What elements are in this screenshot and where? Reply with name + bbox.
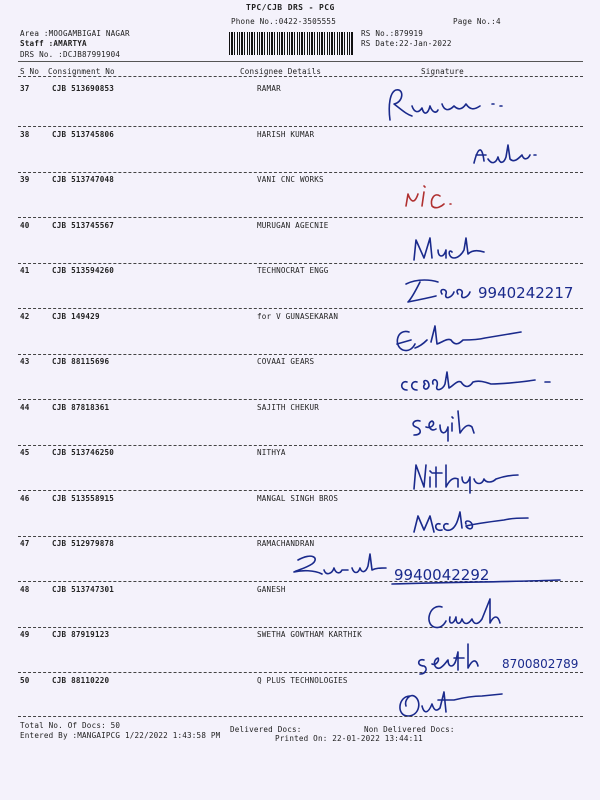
signature-46 — [408, 502, 538, 540]
row-consignee: SAJITH CHEKUR — [257, 402, 320, 412]
document-title: TPC/CJB DRS - PCG — [246, 3, 335, 12]
row-sno: 49 — [20, 630, 30, 639]
row-consignee: VANI CNC WORKS — [257, 175, 324, 184]
row-sno: 37 — [20, 84, 30, 93]
row-sno: 48 — [20, 584, 30, 594]
row-divider — [18, 308, 583, 309]
total-docs: Total No. Of Docs: 50 — [20, 721, 121, 730]
barcode — [229, 32, 353, 55]
handwritten-phone-49: 8700802789 — [502, 657, 579, 671]
rs-date: RS Date:22-Jan-2022 — [361, 39, 452, 48]
signature-48 — [420, 595, 520, 637]
row-consignee: COVAAI GEARS — [257, 357, 315, 366]
rs-number: RS No.:879919 — [361, 29, 424, 38]
row-consignment: CJB 87919123 — [52, 630, 110, 639]
row-consignment: CJB 149429 — [52, 311, 100, 321]
row-consignment: CJB 513558915 — [52, 493, 115, 503]
row-consignee: Q PLUS TECHNOLOGIES — [257, 675, 348, 685]
row-consignee: TECHNOCRAT ENGG — [257, 266, 329, 275]
signature-41 — [398, 272, 600, 308]
row-consignment: CJB 87818361 — [52, 402, 110, 412]
signature-45 — [406, 457, 526, 497]
row-consignee: GANESH — [257, 584, 286, 594]
row-sno: 45 — [20, 448, 30, 457]
signature-49 — [410, 638, 600, 680]
signature-38 — [468, 137, 558, 177]
header-divider — [18, 61, 583, 62]
col-consignment: Consignment No — [48, 67, 115, 76]
row-consignment: CJB 512979878 — [52, 539, 115, 548]
phone-number: Phone No.:0422-3505555 — [231, 17, 336, 26]
signature-42 — [385, 318, 535, 362]
col-consignee: Consignee Details — [240, 67, 322, 76]
delivered-docs: Delivered Docs: — [230, 725, 302, 734]
row-sno: 41 — [20, 266, 30, 275]
page-number: Page No.:4 — [453, 17, 501, 26]
non-delivered-docs: Non Delivered Docs: — [364, 725, 455, 734]
row-consignment: CJB 513690853 — [52, 84, 115, 93]
signature-40 — [408, 230, 498, 270]
row-consignment: CJB 513747301 — [52, 584, 115, 594]
signature-44 — [402, 405, 502, 447]
row-sno: 47 — [20, 539, 30, 548]
row-consignment: CJB 513747048 — [52, 175, 115, 184]
row-consignee: for V GUNASEKARAN — [257, 311, 339, 321]
row-consignee: RAMAR — [257, 84, 281, 93]
row-consignee: HARISH KUMAR — [257, 129, 315, 139]
row-consignment: CJB 513745567 — [52, 220, 115, 230]
signature-43 — [395, 362, 565, 398]
row-sno: 42 — [20, 311, 30, 321]
entered-by: Entered By :MANGAIPCG 1/22/2022 1:43:58 PM — [20, 731, 221, 740]
row-sno: 44 — [20, 402, 30, 412]
row-sno: 50 — [20, 675, 30, 685]
signature-47 — [290, 548, 590, 588]
row-sno: 43 — [20, 357, 30, 366]
row-sno: 39 — [20, 175, 30, 184]
row-sno: 38 — [20, 129, 30, 139]
row-consignment: CJB 513746250 — [52, 448, 115, 457]
drs-number: DRS No. :DCJB87991904 — [20, 50, 121, 59]
footer-divider — [18, 716, 583, 717]
column-divider — [18, 76, 583, 77]
printed-on: Printed On: 22-01-2022 13:44:11 — [275, 734, 423, 743]
col-sno: S No — [20, 67, 40, 76]
row-consignee: SWETHA GOWTHAM KARTHIK — [257, 630, 362, 639]
signature-39 — [398, 182, 478, 216]
row-consignment: CJB 513594260 — [52, 266, 115, 275]
row-consignment: CJB 513745806 — [52, 129, 115, 139]
row-divider — [18, 263, 583, 264]
handwritten-phone-41: 9940242217 — [478, 284, 574, 302]
signature-50 — [392, 682, 532, 726]
row-sno: 46 — [20, 493, 30, 503]
signature-37 — [382, 80, 522, 130]
row-consignee: MANGAL SINGH BROS — [257, 493, 339, 503]
staff-label: Staff :AMARTYA — [20, 39, 87, 48]
row-consignee: RAMACHANDRAN — [257, 539, 315, 548]
col-signature: Signature — [421, 67, 464, 76]
handwritten-phone-47: 9940042292 — [394, 566, 490, 584]
row-divider — [18, 217, 583, 218]
row-consignee: MURUGAN AGECNIE — [257, 220, 329, 230]
row-consignee: NITHYA — [257, 448, 286, 457]
area-label: Area :MOOGAMBIGAI NAGAR — [20, 29, 130, 38]
row-consignment: CJB 88110220 — [52, 675, 110, 685]
row-sno: 40 — [20, 220, 30, 230]
row-consignment: CJB 88115696 — [52, 357, 110, 366]
row-divider — [18, 399, 583, 400]
